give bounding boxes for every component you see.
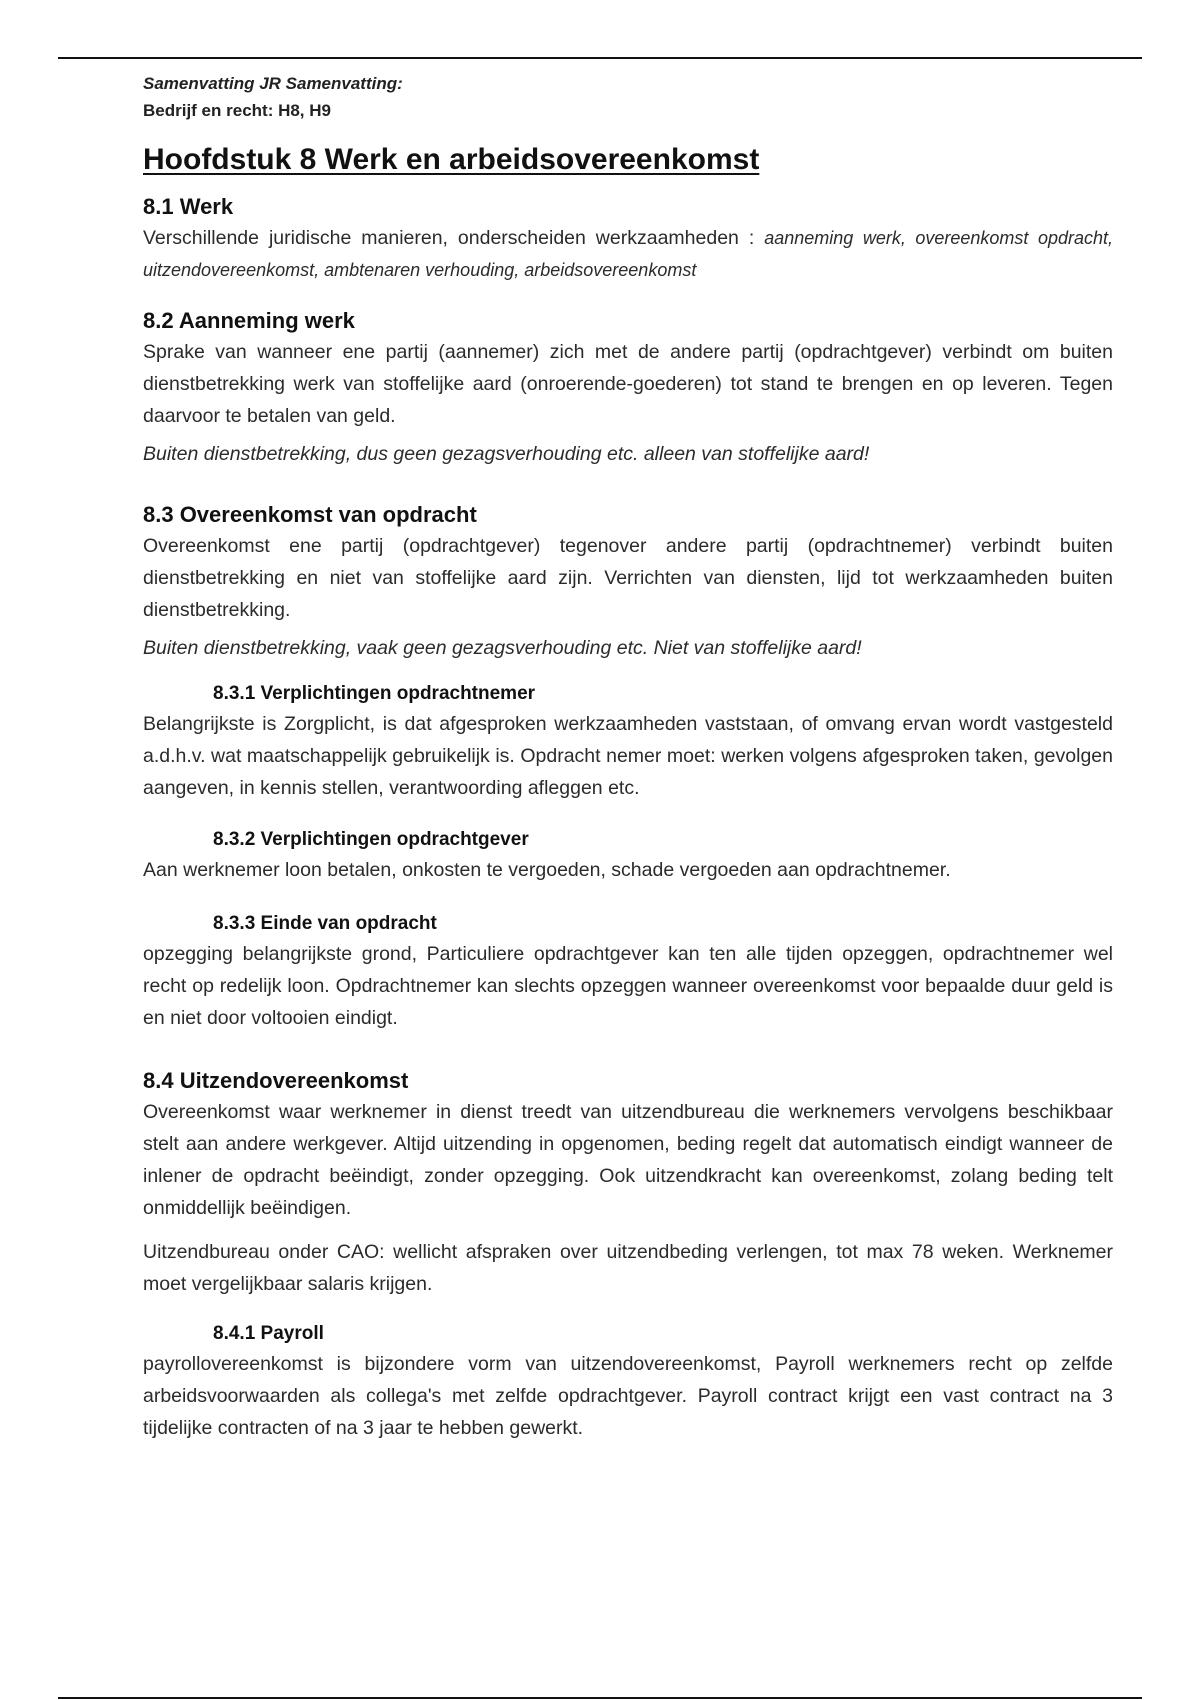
document-page xyxy=(143,70,1113,1444)
section-8-4-text-2: Uitzendbureau onder CAO: wellicht afspraken over uitzendbeding verlengen, tot max 78 weken. Werknemer moet vergelijkbaar salaris krijgen. xyxy=(143,1241,1113,1295)
section-8-2-title: 8.2 Aanneming werk xyxy=(143,308,355,333)
section-8-2-note: Buiten dienstbetrekking, dus geen gezagsverhouding etc. alleen van stoffelijke aard! xyxy=(143,443,870,465)
section-8-4-1-title: 8.4.1 Payroll xyxy=(213,1323,324,1344)
chapter-title: Hoofdstuk 8 Werk en arbeidsovereenkomst xyxy=(143,143,760,176)
section-8-1-text xyxy=(143,222,1113,286)
section-8-1-text-italic: aanneming werk, overeenkomst opdracht, uitzendovereenkomst, ambtenaren verhouding, arbeidsovereenkomst xyxy=(143,228,1113,280)
section-8-4-title: 8.4 Uitzendovereenkomst xyxy=(143,1068,409,1093)
section-8-3-title: 8.3 Overeenkomst van opdracht xyxy=(143,502,477,527)
section-8-4-text: Overeenkomst waar werknemer in dienst treedt van uitzendbureau die werknemers vervolgens beschikbaar stelt aan andere werkgever. Altijd uitzending in opgenomen, beding regelt dat automatisch eindigt wanneer de inlener de opdracht beëindigt, zonder opzegging. Ook uitzendkracht kan overeenkomst, zolang beding telt onmiddellijk beëindigen. xyxy=(143,1101,1113,1219)
section-8-3-3-title: 8.3.3 Einde van opdracht xyxy=(213,913,437,934)
section-8-3-1-text: Belangrijkste is Zorgplicht, is dat afgesproken werkzaamheden vaststaan, of omvang ervan wordt vastgesteld a.d.h.v. wat maatschappelijk gebruikelijk is. Opdracht nemer moet: werken volgens afgesproken taken, gevolgen aangeven, in kennis stellen, verantwoording afleggen etc. xyxy=(143,713,1113,799)
bottom-rule xyxy=(58,1697,1142,1699)
section-8-3-2-title: 8.3.2 Verplichtingen opdrachtgever xyxy=(213,829,529,850)
section-8-3-text: Overeenkomst ene partij (opdrachtgever) tegenover andere partij (opdrachtnemer) verbindt buiten dienstbetrekking en niet van stoffelijke aard zijn. Verrichten van diensten, lijd tot werkzaamheden buiten dienstbetrekking. xyxy=(143,535,1113,621)
doc-header-subject: Bedrijf en recht: H8, H9 xyxy=(143,101,331,120)
section-8-1-title: 8.1 Werk xyxy=(143,194,234,219)
top-rule xyxy=(58,57,1142,59)
section-8-3-3-text: opzegging belangrijkste grond, Particuliere opdrachtgever kan ten alle tijden opzeggen, opdrachtnemer wel recht op redelijk loon. Opdrachtnemer kan slechts opzeggen wanneer overeenkomst voor bepaalde duur geld is en niet door voltooien eindigt. xyxy=(143,943,1113,1029)
doc-header-title: Samenvatting JR Samenvatting: xyxy=(143,74,403,93)
section-8-4-1-text: payrollovereenkomst is bijzondere vorm van uitzendovereenkomst, Payroll werknemers recht op zelfde arbeidsvoorwaarden als collega's met zelfde opdrachtgever. Payroll contract krijgt een vast contract na 3 tijdelijke contracten of na 3 jaar te hebben gewerkt. xyxy=(143,1353,1113,1439)
section-8-3-note: Buiten dienstbetrekking, vaak geen gezagsverhouding etc. Niet van stoffelijke aard! xyxy=(143,637,862,659)
section-8-3-1-title: 8.3.1 Verplichtingen opdrachtnemer xyxy=(213,683,536,704)
section-8-3-2-text: Aan werknemer loon betalen, onkosten te vergoeden, schade vergoeden aan opdrachtnemer. xyxy=(143,859,951,881)
section-8-2-text: Sprake van wanneer ene partij (aannemer) zich met de andere partij (opdrachtgever) verbindt om buiten dienstbetrekking werk van stoffelijke aard (onroerende-goederen) tot stand te brengen en op leveren. Tegen daarvoor te betalen van geld. xyxy=(143,341,1113,427)
section-8-1-text-plain: Verschillende juridische manieren, onderscheiden werkzaamheden : xyxy=(143,227,765,249)
